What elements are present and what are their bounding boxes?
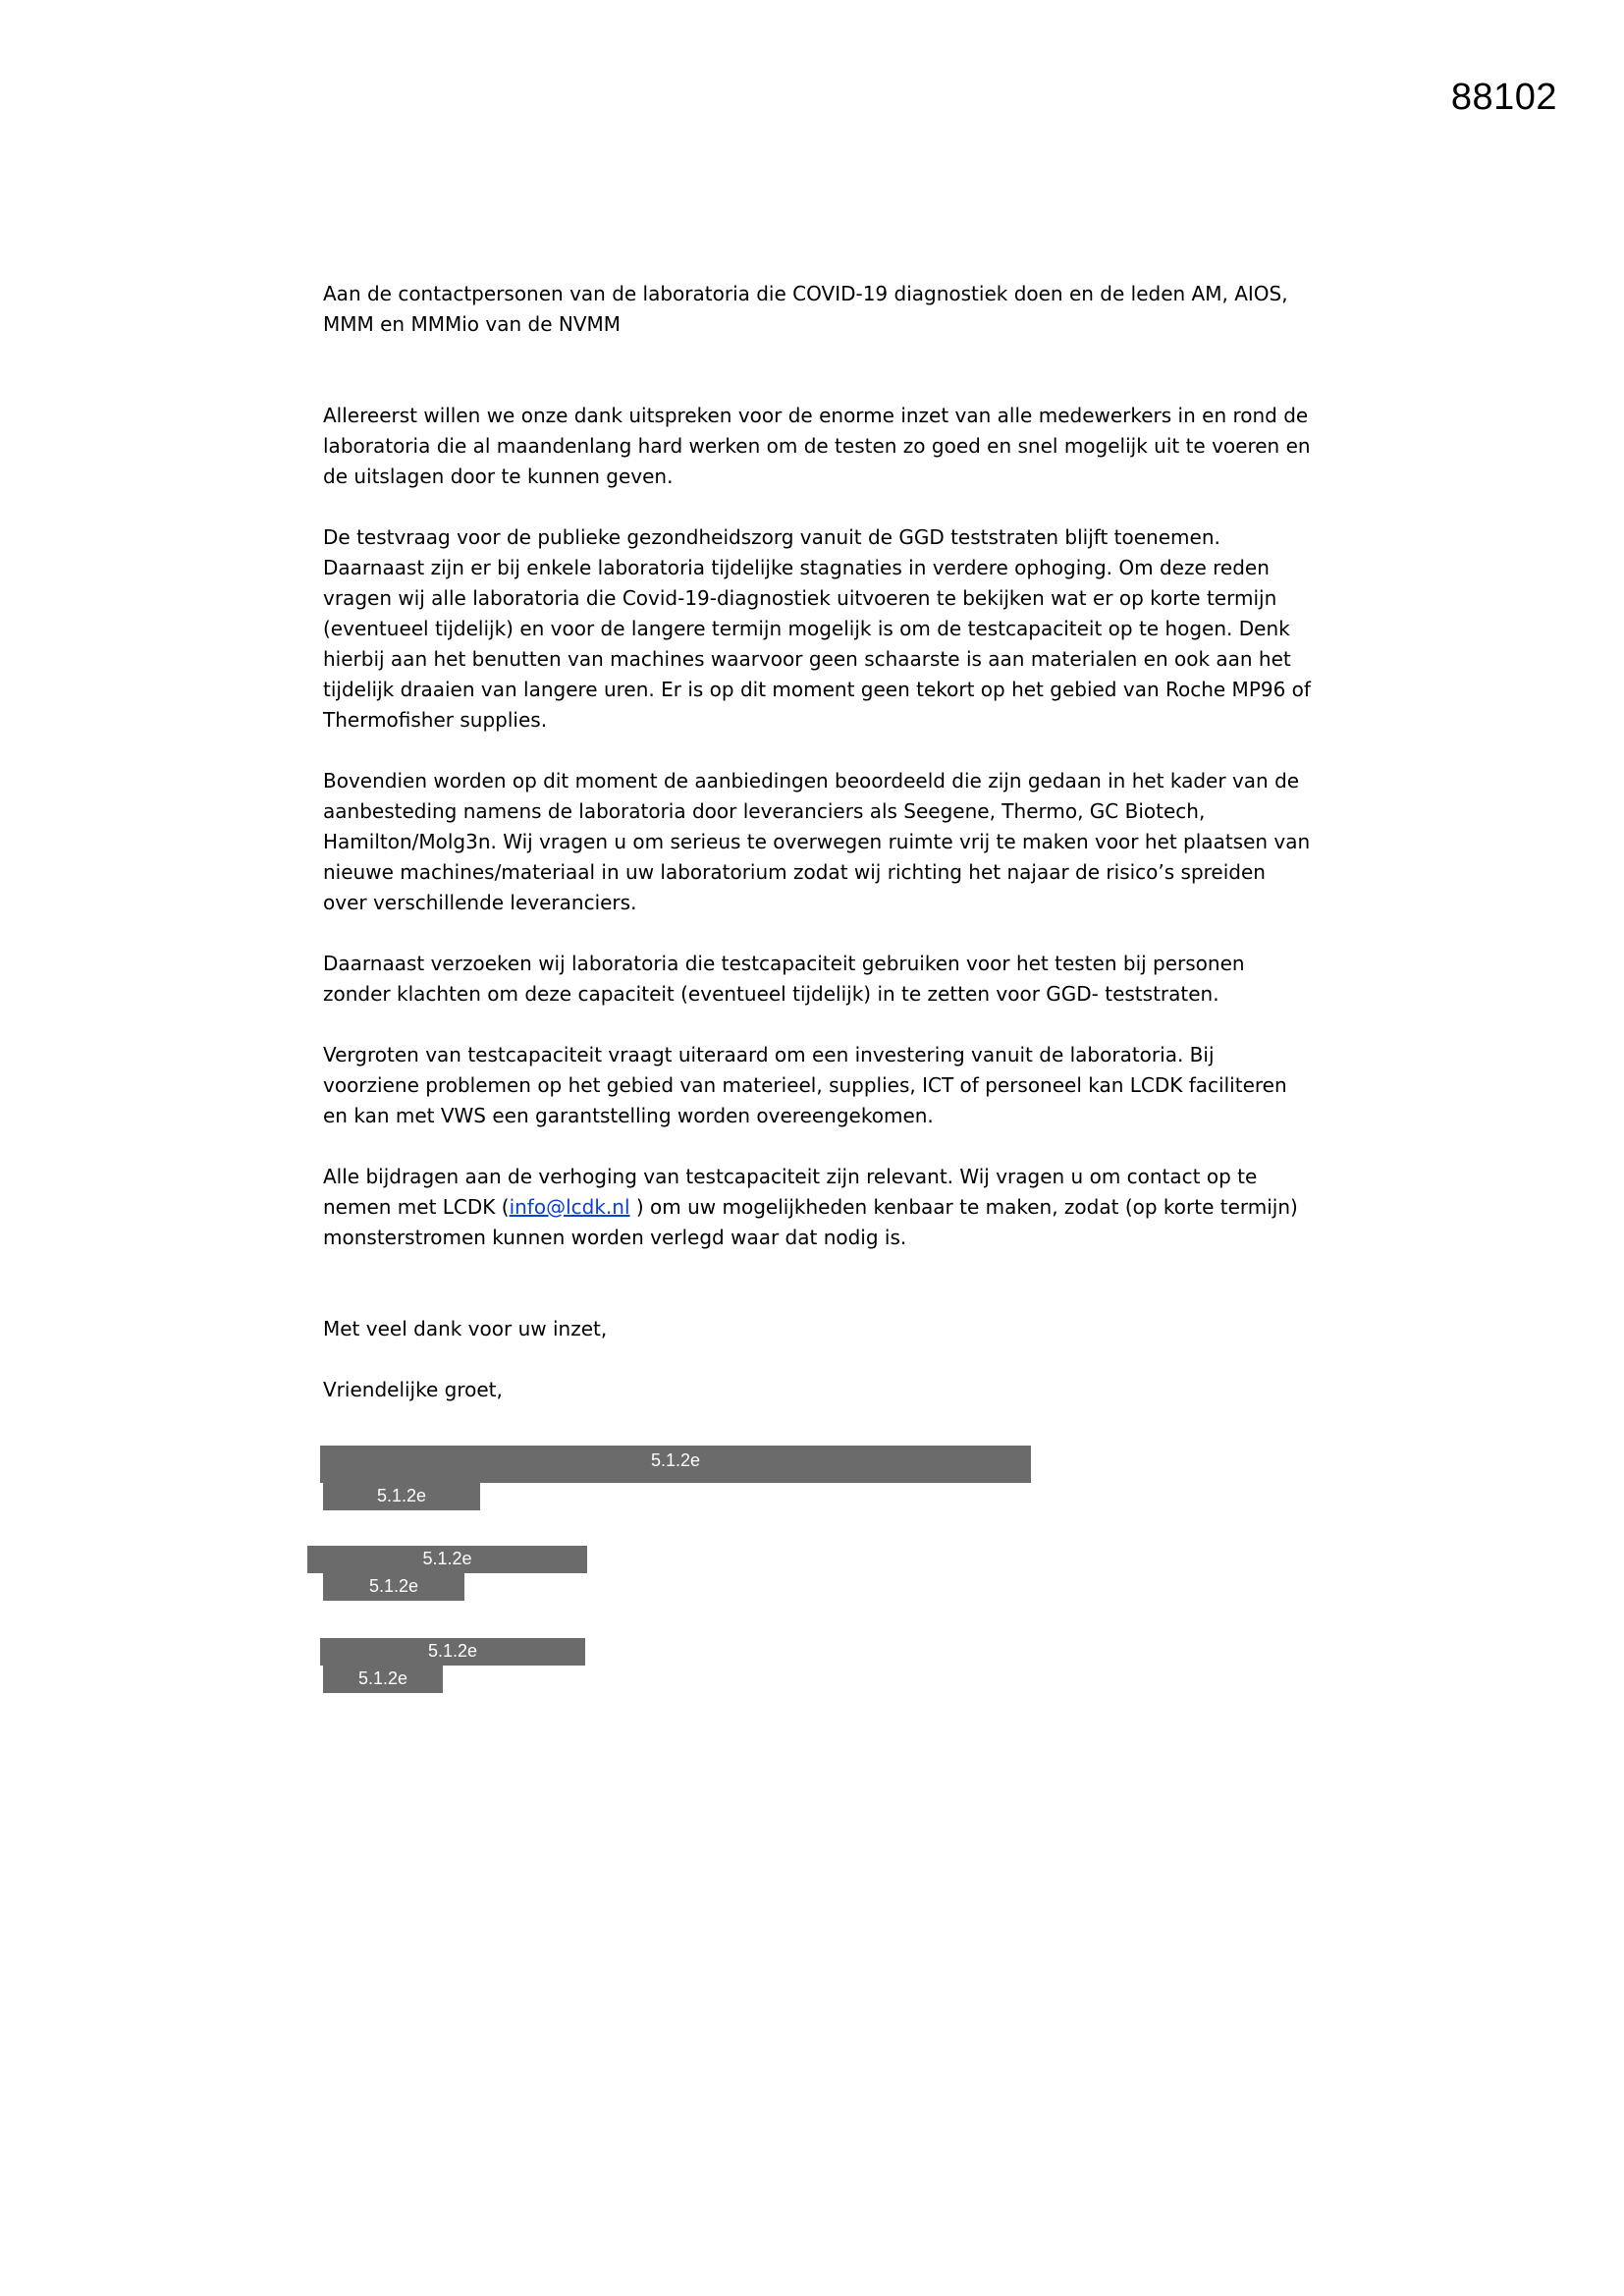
redaction-block: 5.1.2e — [320, 1638, 585, 1666]
contact-text-after: ) om uw mogelijkheden kenbaar te maken, zodat (op korte termijn) monsterstromen kunnen worden verlegd waar dat nodig is. — [323, 1195, 1298, 1249]
letter-body — [323, 279, 1315, 1436]
redaction-block: 5.1.2e — [323, 1483, 480, 1510]
closing-greeting: Vriendelijke groet, — [323, 1378, 503, 1401]
redaction-block: 5.1.2e — [323, 1573, 464, 1601]
contact-text-before: Alle bijdragen aan de verhoging van testcapaciteit zijn relevant. Wij vragen u om contact op te nemen met LCDK ( — [323, 1165, 1258, 1219]
paragraph-test-demand: De testvraag voor de publieke gezondheidszorg vanuit de GGD teststraten blijft toenemen. Daarnaast zijn er bij enkele laboratoria tijdelijke stagnaties in verdere ophoging. Om deze reden vragen wij alle laboratoria die Covid-19-diagnostiek uitvoeren te bekijken wat er op korte termijn (eventueel tijdelijk) en voor de langere termijn mogelijk is om de testcapaciteit op te hogen. Denk hierbij aan het benutten van machines waarvoor geen schaarste is aan materialen en ook aan het tijdelijk draaien van langere uren. Er is op dit moment geen tekort op het gebied van Roche MP96 of Thermofisher supplies. — [323, 525, 1311, 732]
closing-thanks: Met veel dank voor uw inzet, — [323, 1317, 608, 1340]
paragraph-capacity-request: Daarnaast verzoeken wij laboratoria die testcapaciteit gebruiken voor het testen bij personen zonder klachten om deze capaciteit (eventueel tijdelijk) in te zetten voor GGD- teststraten. — [323, 952, 1245, 1006]
paragraph-tender: Bovendien worden op dit moment de aanbiedingen beoordeeld die zijn gedaan in het kader van de aanbesteding namens de laboratoria door leveranciers als Seegene, Thermo, GC Biotech, Hamilton/Molg3n. Wij vragen u om serieus te overwegen ruimte vrij te maken voor het plaatsen van nieuwe machines/materiaal in uw laboratorium zodat wij richting het najaar de risico’s spreiden over verschillende leveranciers. — [323, 769, 1311, 914]
page-number: 88102 — [1450, 77, 1557, 118]
addressee-line: Aan de contactpersonen van de laboratoria die COVID-19 diagnostiek doen en de leden AM, AIOS, MMM en MMMio van de NVMM — [323, 282, 1288, 336]
redaction-block: 5.1.2e — [323, 1666, 443, 1693]
email-link[interactable]: info@lcdk.nl — [509, 1195, 630, 1219]
paragraph-contact — [323, 1162, 1315, 1253]
paragraph-investment: Vergroten van testcapaciteit vraagt uiteraard om een investering vanuit de laboratoria. Bij voorziene problemen op het gebied van materieel, supplies, ICT of personeel kan LCDK faciliteren en kan met VWS een garantstelling worden overeengekomen. — [323, 1043, 1287, 1127]
redaction-block: 5.1.2e — [320, 1446, 1031, 1483]
paragraph-thanks: Allereerst willen we onze dank uitspreken voor de enorme inzet van alle medewerkers in en rond de laboratoria die al maandenlang hard werken om de testen zo goed en snel mogelijk uit te voeren en de uitslagen door te kunnen geven. — [323, 404, 1311, 488]
redaction-block: 5.1.2e — [307, 1546, 587, 1573]
